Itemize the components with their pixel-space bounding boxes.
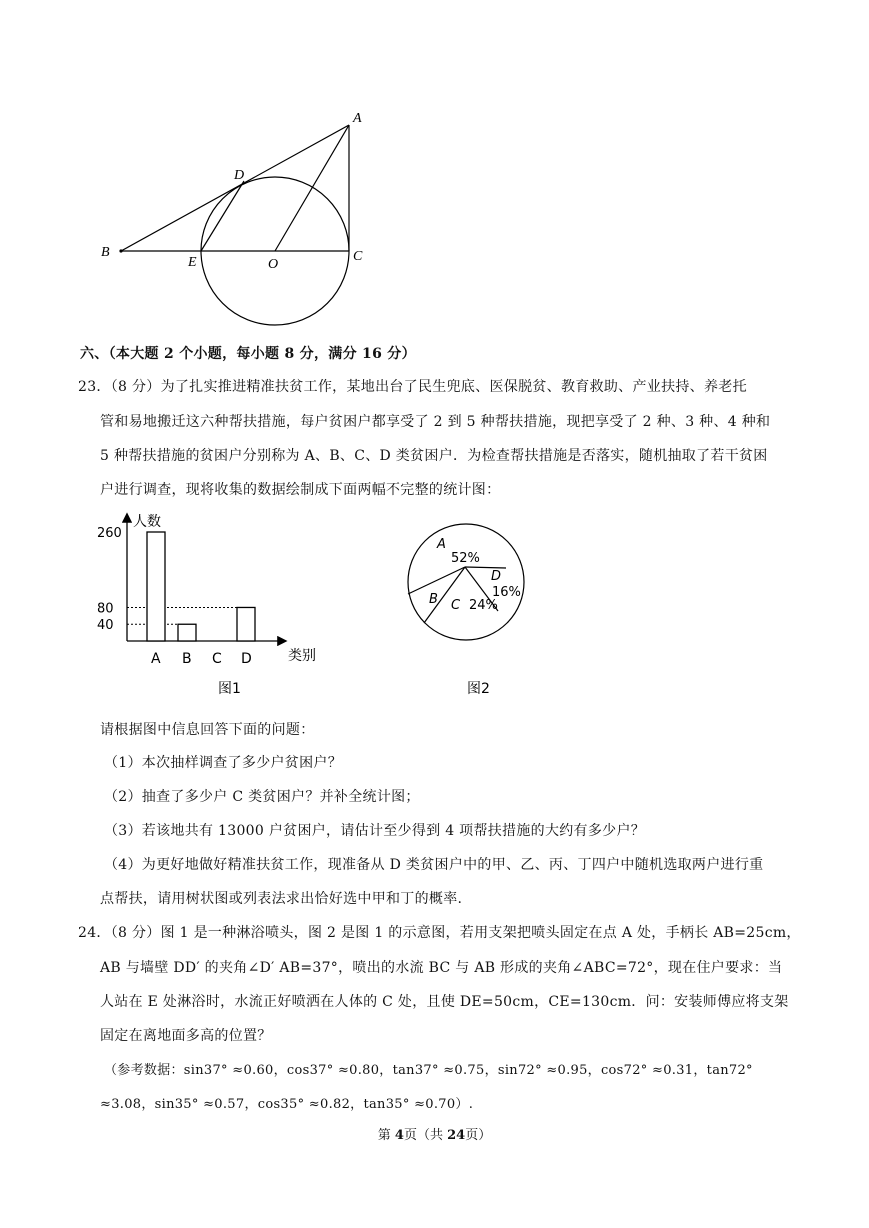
pie-outline [408,524,524,640]
q23-line-4: 户进行调查，现将收集的数据绘制成下面两幅不完整的统计图： [100,482,501,498]
point-b [119,249,122,252]
q23-line-2: 管和易地搬迁这六种帮扶措施，每户贫困户都享受了 2 到 5 种帮扶措施，现把享受了 2 种、3 种、4 种和 [100,414,771,430]
label-b: B [101,245,110,260]
y-tick-label: 260 [97,526,122,541]
q24-line-4: 固定在离地面多高的位置？ [100,1028,272,1044]
y-axis-label: 人数 [133,514,161,530]
bar-a [147,532,165,641]
figure-1-caption: 图1 [218,681,241,697]
pie-value-a: 52% [451,551,480,566]
label-o: O [268,257,279,272]
footer-page-number: 4 [394,1128,404,1143]
q24-line-1: 24．（8 分）图 1 是一种淋浴喷头，图 2 是图 1 的示意图，若用支架把喷头固定在点 A 处，手柄长 AB=25cm， [78,925,801,941]
q23-sub-4: （4）为更好地做好精准扶贫工作，现准备从 D 类贫困户中的甲、乙、丙、丁四户中随机选取两户进行重 [104,857,764,873]
x-tick-label-b: B [182,651,192,667]
label-c: C [353,249,363,264]
q24-line-2: AB 与墙壁 DD′ 的夹角∠D′ AB=37°，喷出的水流 BC 与 AB 形成的夹角∠ABC=72°，现在住户要求：当 [100,960,783,976]
footer-total-pages: 24 [447,1128,466,1143]
footer-prefix: 第 [377,1128,395,1143]
label-a: A [353,111,362,126]
pie-label-b: B [429,592,438,607]
q23-sub-4-cont: 点帮扶，请用树状图或列表法求出恰好选中甲和丁的概率. [100,891,463,907]
page-footer [0,1124,869,1143]
q23-sub-3: （3）若该地共有 13000 户贫困户，请估计至少得到 4 项帮扶措施的大约有多少户？ [104,823,646,839]
section-heading: 六、（本大题 2 个小题，每小题 8 分，满分 16 分） [80,346,416,362]
pie-label-a: A [437,537,446,552]
bar-b [178,624,196,641]
footer-middle: 页（共 [403,1128,448,1143]
x-tick-label-a: A [151,651,161,667]
bar-chart [95,505,335,700]
x-tick-label-d: D [241,651,252,667]
q23-prompt: 请根据图中信息回答下面的问题： [100,722,315,738]
pie-value-d: 16% [492,585,521,600]
pie-label-d: D [491,569,502,584]
x-tick-label-c: C [212,651,222,667]
pie-divider-d-a [465,567,506,568]
label-e: E [188,255,197,270]
q24-reference-1: （参考数据：sin37° ≈0.60，cos37° ≈0.80，tan37° ≈0.75，sin72° ≈0.95，cos72° ≈0.31，tan72° [104,1063,753,1078]
bar-d [237,607,255,641]
q23-line-1: 23．（8 分）为了扎实推进精准扶贫工作，某地出台了民生兜底、医保脱贫、教育救助、产业扶持、养老托 [78,379,747,395]
x-axis-label: 类别 [288,648,316,664]
figure-2-caption: 图2 [467,681,490,697]
pie-divider-a-b [408,567,465,594]
q24-reference-2: ≈3.08，sin35° ≈0.57，cos35° ≈0.82，tan35° ≈0.70）. [100,1097,474,1112]
segment-de [201,181,244,251]
y-tick-label: 80 [97,601,114,617]
q23-sub-1: （1）本次抽样调查了多少户贫困户？ [104,755,343,771]
pie-label-c: C [451,598,461,613]
footer-suffix: 页） [465,1128,492,1143]
y-tick-label: 40 [97,618,114,634]
q24-line-3: 人站在 E 处淋浴时，水流正好喷洒在人体的 C 处，且使 DE=50cm，CE=130cm．问：安装师傅应将支架 [100,994,789,1010]
pie-chart [395,505,555,700]
label-d: D [234,168,245,183]
pie-value-c: 24% [469,598,498,613]
geometry-figure [95,105,385,330]
segment-ao [275,125,349,251]
q23-sub-2: （2）抽查了多少户 C 类贫困户？并补全统计图； [104,789,420,805]
q23-line-3: 5 种帮扶措施的贫困户分别称为 A、B、C、D 类贫困户．为检查帮扶措施是否落实，随机抽取了若干贫困 [100,448,768,464]
